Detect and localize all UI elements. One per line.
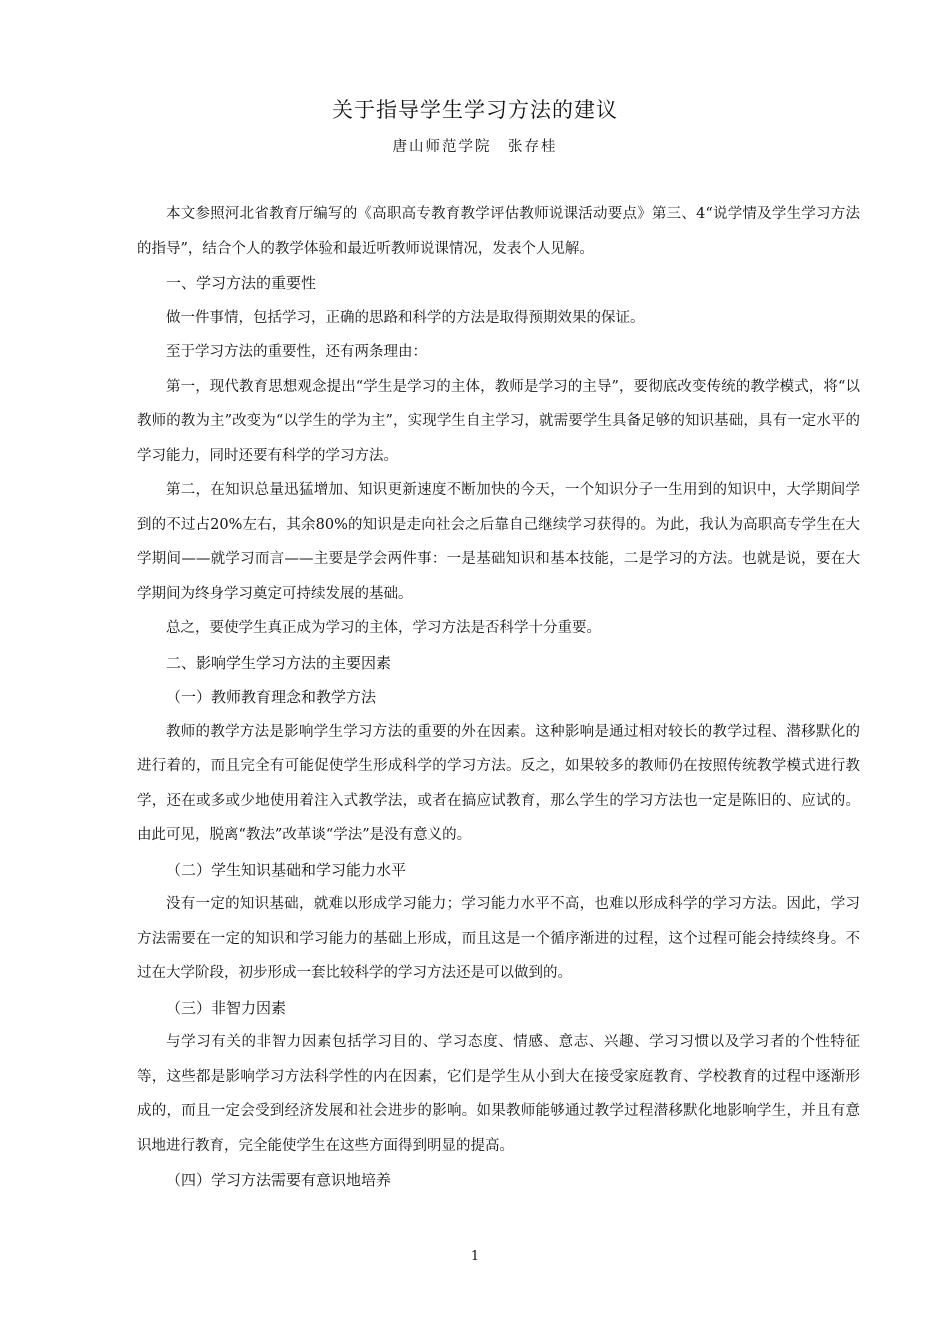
paragraph: 做一件事情，包括学习，正确的思路和科学的方法是取得预期效果的保证。	[166, 309, 645, 326]
subsection-heading-3: （三）非智力因素	[166, 998, 287, 1017]
section-heading-1: 一、学习方法的重要性	[166, 274, 317, 292]
paragraph: 没有一定的知识基础，就难以形成学习能力；学习能力水平不高，也难以形成科学的学习方法。因此，学习方法需要在一定的知识和学习能力的基础上形成，而且这是一个循序渐进的过程，这个过程可能会持续终身。不过在大学阶段，初步形成一套比较科学的学习方法还是可以做到的。	[137, 896, 860, 981]
document-title: 关于指导学生学习方法的建议	[332, 98, 618, 122]
intro-paragraph: 本文参照河北省教育厅编写的《高职高专教育教学评估教师说课活动要点》第三、4“说学情及学生学习方法的指导”，结合个人的教学体验和最近听教师说课情况，发表个人见解。	[137, 206, 860, 257]
paragraph: 第二，在知识总量迅猛增加、知识更新速度不断加快的今天，一个知识分子一生用到的知识中，大学期间学到的不过占20%左右，其余80%的知识是走向社会之后靠自己继续学习获得的。为此，我认为高职高专学生在大学期间——就学习而言——主要是学会两件事：一是基础知识和基本技能，二是学习的方法。也就是说，要在大学期间为终身学习奠定可持续发展的基础。	[137, 482, 860, 602]
paragraph: 教师的教学方法是影响学生学习方法的重要的外在因素。这种影响是通过相对较长的教学过程、潜移默化的进行着的，而且完全有可能促使学生形成科学的学习方法。反之，如果较多的教师仍在按照传统教学模式进行教学，还在或多或少地使用着注入式教学法，或者在搞应试教育，那么学生的学习方法也一定是陈旧的、应试的。由此可见，脱离“教法”改革谈“学法”是没有意义的。	[137, 723, 860, 843]
paragraph: 至于学习方法的重要性，还有两条理由：	[166, 344, 427, 360]
subsection-heading-2: （二）学生知识基础和学习能力水平	[166, 860, 407, 879]
paragraph: 总之，要使学生真正成为学习的主体，学习方法是否科学十分重要。	[166, 620, 601, 636]
section-heading-2: 二、影响学生学习方法的主要因素	[166, 653, 392, 672]
paragraph: 第一，现代教育思想观念提出“学生是学习的主体，教师是学习的主导”，要彻底改变传统的教学模式，将“以教师的教为主”改变为“以学生的学为主”，实现学生自主学习，就需要学生具备足够的知识基础，具有一定水平的学习能力，同时还要有科学的学习方法。	[137, 378, 860, 464]
author-byline: 唐山师范学院 张存桂	[392, 139, 558, 155]
subsection-heading-4: （四）学习方法需要有意识地培养	[166, 1171, 392, 1189]
document-body	[137, 197, 860, 1198]
subsection-heading-1: （一）教师教育理念和教学方法	[166, 688, 377, 706]
page-number: 1	[470, 1249, 480, 1264]
paragraph: 与学习有关的非智力因素包括学习目的、学习态度、情感、意志、兴趣、学习习惯以及学习者的个性特征等，这些都是影响学习方法科学性的内在因素，它们是学生从小到大在接受家庭教育、学校教育的过程中逐渐形成的，而且一定会受到经济发展和社会进步的影响。如果教师能够通过教学过程潜移默化地影响学生，并且有意识地进行教育，完全能使学生在这些方面得到明显的提高。	[137, 1034, 860, 1154]
